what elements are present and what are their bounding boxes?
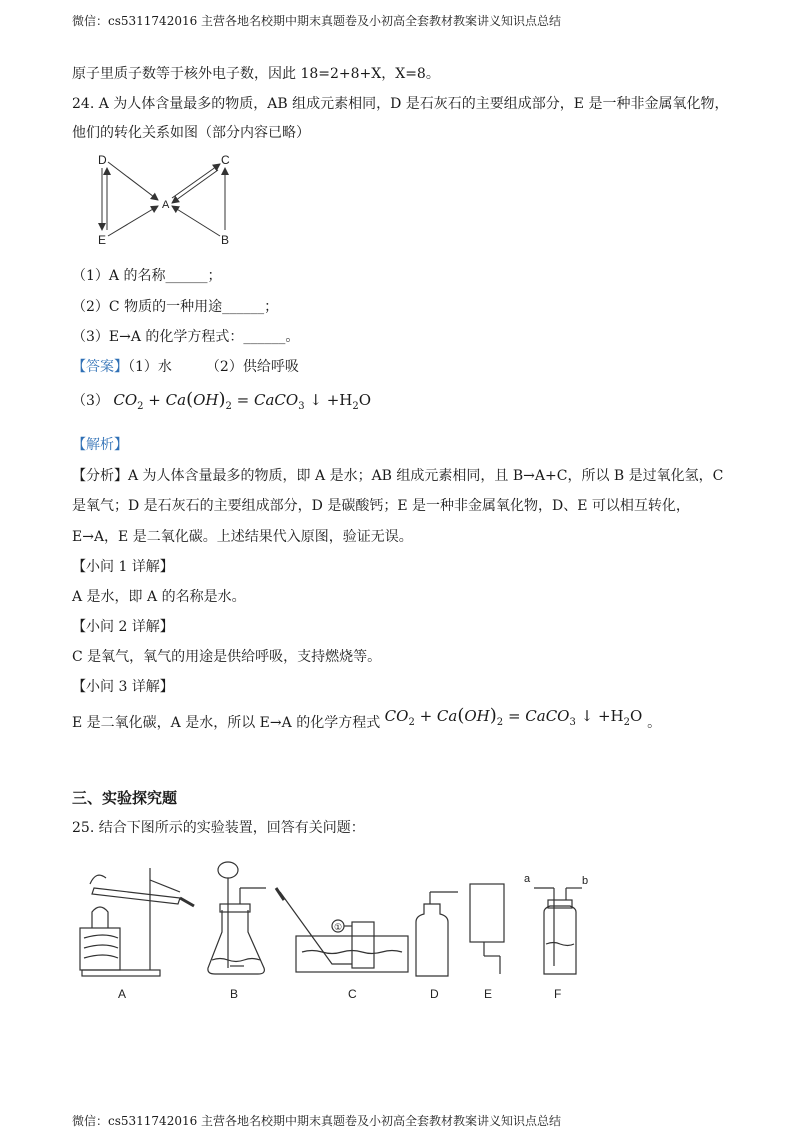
label-c: C [348, 987, 357, 1001]
answer-3-label: （3） [72, 393, 109, 409]
detail-2-title: 【小问 2 详解】 [72, 619, 174, 635]
chemical-equation: $CO_2 + Ca(OH)_2$ = CaCO$_3$ ↓ $+H_2O$ [113, 389, 372, 412]
detail-3-title: 【小问 3 详解】 [72, 679, 174, 695]
q24-answer3-line [72, 390, 371, 417]
node-a: A [162, 199, 170, 211]
answer-1: （1）水 [128, 359, 172, 375]
detail-1-text: A 是水，即 A 的名称是水。 [72, 589, 246, 605]
q24-sub1: （1）A 的名称______； [72, 268, 222, 284]
analysis-line2: 是氧气；D 是石灰石的主要组成部分，D 是碳酸钙；E 是一种非金属氧化物，D、E 可以相互转化， [72, 498, 690, 514]
label-e: E [484, 987, 493, 1001]
label-a: A [118, 987, 127, 1001]
transformation-diagram [90, 150, 250, 250]
detail-1-title: 【小问 1 详解】 [72, 559, 174, 575]
node-c: C [221, 153, 230, 167]
intro-text: 原子里质子数等于核外电子数，因此 18=2+8+X，X=8。 [72, 66, 440, 82]
page-footer: 微信：cs5311742016 主营各地名校期中期末真题卷及小初高全套教材教案讲义知识点总结 [72, 1114, 562, 1128]
arrow-d-to-a [108, 162, 158, 200]
marker-1: ① [334, 922, 343, 932]
page-header: 微信：cs5311742016 主营各地名校期中期末真题卷及小初高全套教材教案讲义知识点总结 [72, 14, 562, 28]
answer-tag: 【答案】 [72, 359, 128, 375]
analysis-tag: 【解析】 [72, 437, 128, 453]
node-e: E [98, 233, 107, 247]
q24-stem-line1: 24. A 为人体含量最多的物质，AB 组成元素相同，D 是石灰石的主要组成部分，E 是一种非金属氧化物， [72, 96, 729, 112]
apparatus-a [80, 868, 194, 976]
analysis-line3: E→A，E 是二氧化碳。上述结果代入原图，验证无误。 [72, 529, 413, 545]
detail-3-line [72, 705, 662, 739]
arrow-e-to-a [108, 206, 158, 236]
apparatus-f [534, 888, 582, 974]
apparatus-e [470, 884, 504, 974]
node-d: D [98, 153, 107, 167]
detail-3-end: 。 [647, 715, 662, 731]
analysis-line1: 【分析】A 为人体含量最多的物质，即 A 是水；AB 组成元素相同，且 B→A+C，所以 B 是过氧化氢，C [72, 468, 724, 484]
port-b-label: b [582, 875, 589, 887]
arrow-b-to-a [172, 206, 220, 236]
port-a-label: a [524, 873, 531, 885]
q24-sub2: （2）C 物质的一种用途______； [72, 299, 279, 315]
detail-3-text: E 是二氧化碳，A 是水，所以 E→A 的化学方程式 [72, 715, 381, 731]
arrow-a-to-c [172, 164, 220, 198]
arrow-c-to-a [172, 170, 218, 203]
q24-answer-line [72, 357, 299, 377]
q24-sub3: （3）E→A 的化学方程式：______。 [72, 329, 300, 345]
chemical-equation-2: $CO_2 + Ca(OH)_2$ = CaCO$_3$ ↓ $+H_2O$ [384, 705, 643, 728]
section-title: 三、实验探究题 [72, 789, 178, 807]
node-b: B [221, 233, 230, 247]
q25-stem: 25. 结合下图所示的实验装置，回答有关问题： [72, 820, 365, 836]
apparatus-d [416, 892, 458, 976]
q24-stem-line2: 他们的转化关系如图（部分内容已略） [72, 125, 310, 141]
apparatus-b [208, 862, 266, 974]
label-b: B [230, 987, 239, 1001]
answer-2: （2）供给呼吸 [205, 359, 299, 375]
label-f: F [554, 987, 562, 1001]
label-d: D [430, 987, 439, 1001]
apparatus-figure [70, 848, 590, 1008]
detail-2-text: C 是氧气，氧气的用途是供给呼吸，支持燃烧等。 [72, 649, 382, 665]
